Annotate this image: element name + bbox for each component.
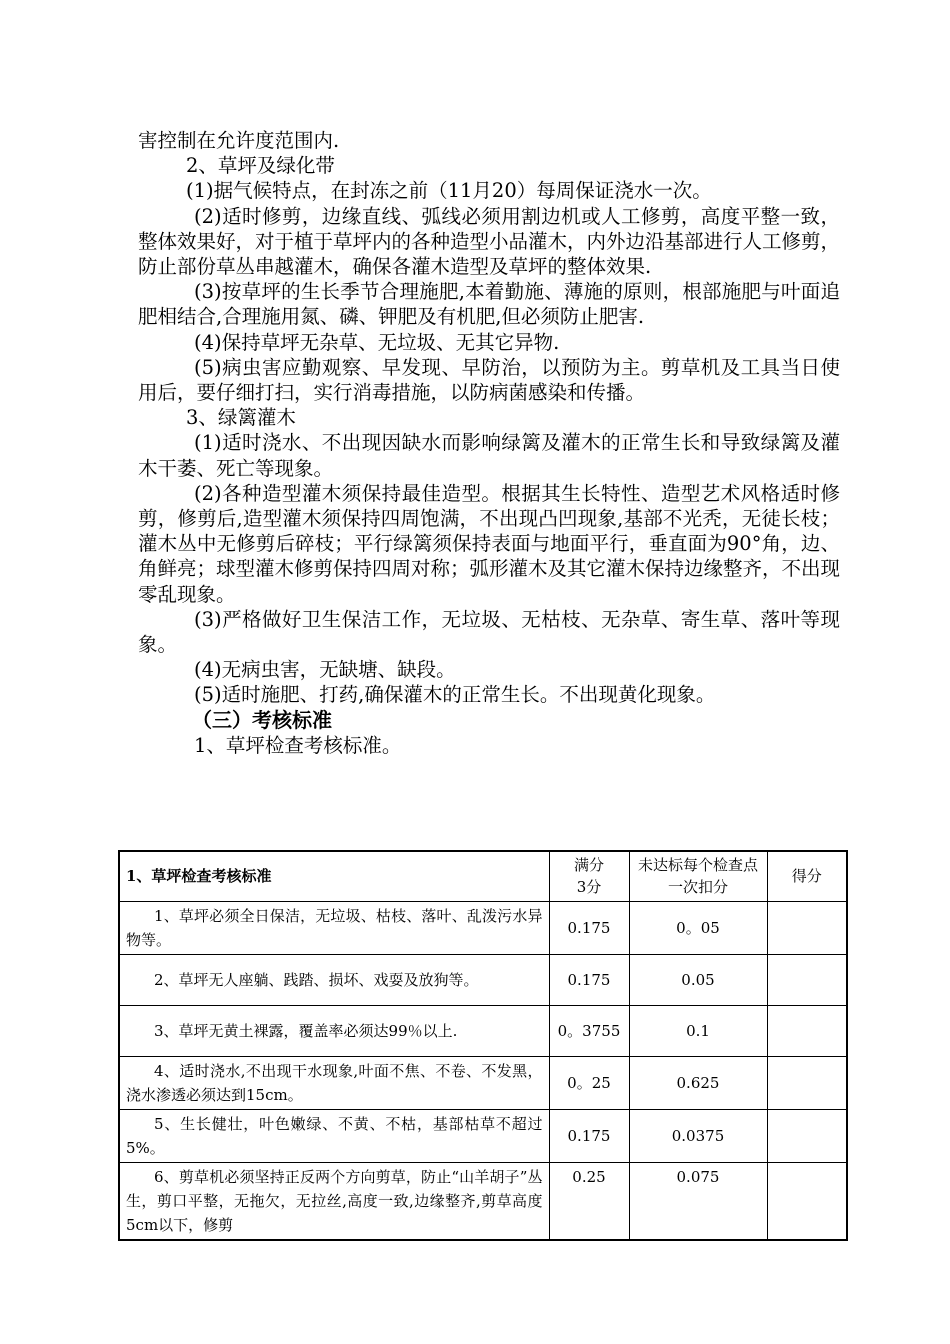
criterion-cell <box>119 1056 549 1109</box>
deduction-cell: 0.1 <box>629 1005 767 1056</box>
criterion-number: 4、 <box>154 1061 180 1080</box>
paragraph: 1、草坪检查考核标准。 <box>194 733 402 757</box>
criterion-cell <box>119 1005 549 1056</box>
section-heading-assessment: （三）考核标准 <box>192 707 332 732</box>
deduction-cell: 0。05 <box>629 901 767 954</box>
score-cell[interactable] <box>767 1005 847 1056</box>
paragraph: 害控制在允许度范围内. <box>138 129 340 152</box>
paragraph: (1)适时浇水、不出现因缺水而影响绿篱及灌木的正常生长和导致绿篱及灌木干萎、死亡等现象。 <box>138 431 840 480</box>
table-row <box>119 1109 847 1162</box>
header-title: 1、草坪检查考核标准 <box>119 851 549 901</box>
criterion-number: 3、 <box>154 1021 179 1040</box>
paragraph: (1)据气候特点，在封冻之前（11月20）每周保证浇水一次。 <box>186 179 712 203</box>
criterion-text: 生长健壮，叶色嫩绿、不黄、不枯，基部枯草不超过5%。 <box>126 1114 543 1157</box>
full-score-cell: 0。3755 <box>549 1005 629 1056</box>
table-row <box>119 954 847 1005</box>
criterion-text: 草坪无人座躺、践踏、损坏、戏耍及放狗等。 <box>178 970 479 989</box>
full-score-cell: 0.175 <box>549 901 629 954</box>
full-score-cell: 0。25 <box>549 1056 629 1109</box>
table-row <box>119 1056 847 1109</box>
paragraph: (4)无病虫害，无缺塘、缺段。 <box>194 658 456 682</box>
deduction-cell: 0.625 <box>629 1056 767 1109</box>
deduction-cell: 0.0375 <box>629 1109 767 1162</box>
criterion-text: 草坪无黄土裸露，覆盖率必须达99％以上. <box>178 1021 458 1040</box>
full-score-cell: 0.25 <box>549 1162 629 1240</box>
score-cell[interactable] <box>767 1162 847 1240</box>
table-row <box>119 1005 847 1056</box>
criterion-cell <box>119 1109 549 1162</box>
paragraph: (3)按草坪的生长季节合理施肥,本着勤施、薄施的原则，根部施肥与叶面追肥相结合,合理施用氮、磷、钾肥及有机肥,但必须防止肥害. <box>138 280 840 329</box>
header-score: 得分 <box>767 851 847 901</box>
paragraph: (3)严格做好卫生保洁工作，无垃圾、无枯枝、无杂草、寄生草、落叶等现象。 <box>138 607 840 657</box>
table-row <box>119 1162 847 1240</box>
score-cell[interactable] <box>767 901 847 954</box>
paragraph: (5)病虫害应勤观察、早发现、早防治，以预防为主。剪草机及工具当日使用后，要仔细打扫，实行消毒措施，以防病菌感染和传播。 <box>138 355 840 405</box>
criterion-text: 草坪必须全日保洁，无垃圾、枯枝、落叶、乱泼污水异物等。 <box>126 906 543 949</box>
lawn-assessment-table <box>118 850 848 1241</box>
criterion-cell <box>119 901 549 954</box>
criterion-number: 2、 <box>154 970 179 989</box>
score-cell[interactable] <box>767 954 847 1005</box>
paragraph: (2)各种造型灌木须保持最佳造型。根据其生长特性、造型艺术风格适时修剪，修剪后,造型灌木须保持四周饱满，不出现凸凹现象,基部不光秃，无徒长枝；灌木丛中无修剪后碎枝；平行绿篱须保持表面与地面平行，垂直面为90°角，边、角鲜亮；球型灌木修剪保持四周对称；弧形灌木及其它灌木保持边缘整齐，不出现零乱现象。 <box>138 481 841 606</box>
full-score-cell: 0.175 <box>549 954 629 1005</box>
table-header-row <box>119 851 847 901</box>
deduction-cell: 0.05 <box>629 954 767 1005</box>
section-heading-hedge: 3、绿篱灌木 <box>186 406 296 430</box>
header-deduction: 未达标每个检查点一次扣分 <box>629 851 767 901</box>
criterion-number: 5、 <box>154 1114 181 1133</box>
criterion-cell <box>119 954 549 1005</box>
score-cell[interactable] <box>767 1109 847 1162</box>
paragraph: (5)适时施肥、打药,确保灌木的正常生长。不出现黄化现象。 <box>194 683 716 707</box>
criterion-cell <box>119 1162 549 1240</box>
paragraph: (4)保持草坪无杂草、无垃圾、无其它异物. <box>194 330 560 354</box>
table-row <box>119 901 847 954</box>
document-body <box>138 128 840 758</box>
criterion-number: 1、 <box>154 906 179 925</box>
criterion-text: 适时浇水,不出现干水现象,叶面不焦、不卷、不发黑，浇水渗透必须达到15cm。 <box>126 1061 543 1104</box>
full-score-cell: 0.175 <box>549 1109 629 1162</box>
score-cell[interactable] <box>767 1056 847 1109</box>
header-full-score <box>549 851 629 901</box>
criterion-text: 剪草机必须坚持正反两个方向剪草，防止“山羊胡子”丛生，剪口平整，无拖欠，无拉丝,高度一致,边缘整齐,剪草高度5cm以下，修剪 <box>126 1167 543 1234</box>
criterion-number: 6、 <box>154 1167 179 1186</box>
header-full-score-text: 满分 3分 <box>573 856 604 897</box>
paragraph: (2)适时修剪，边缘直线、弧线必须用割边机或人工修剪，高度平整一致，整体效果好，对于植于草坪内的各种造型小品灌木，内外边沿基部进行人工修剪，防止部份草丛串越灌木，确保各灌木造型及草坪的整体效果. <box>138 204 841 279</box>
deduction-cell: 0.075 <box>629 1162 767 1240</box>
section-heading-lawn: 2、草坪及绿化带 <box>186 154 335 178</box>
